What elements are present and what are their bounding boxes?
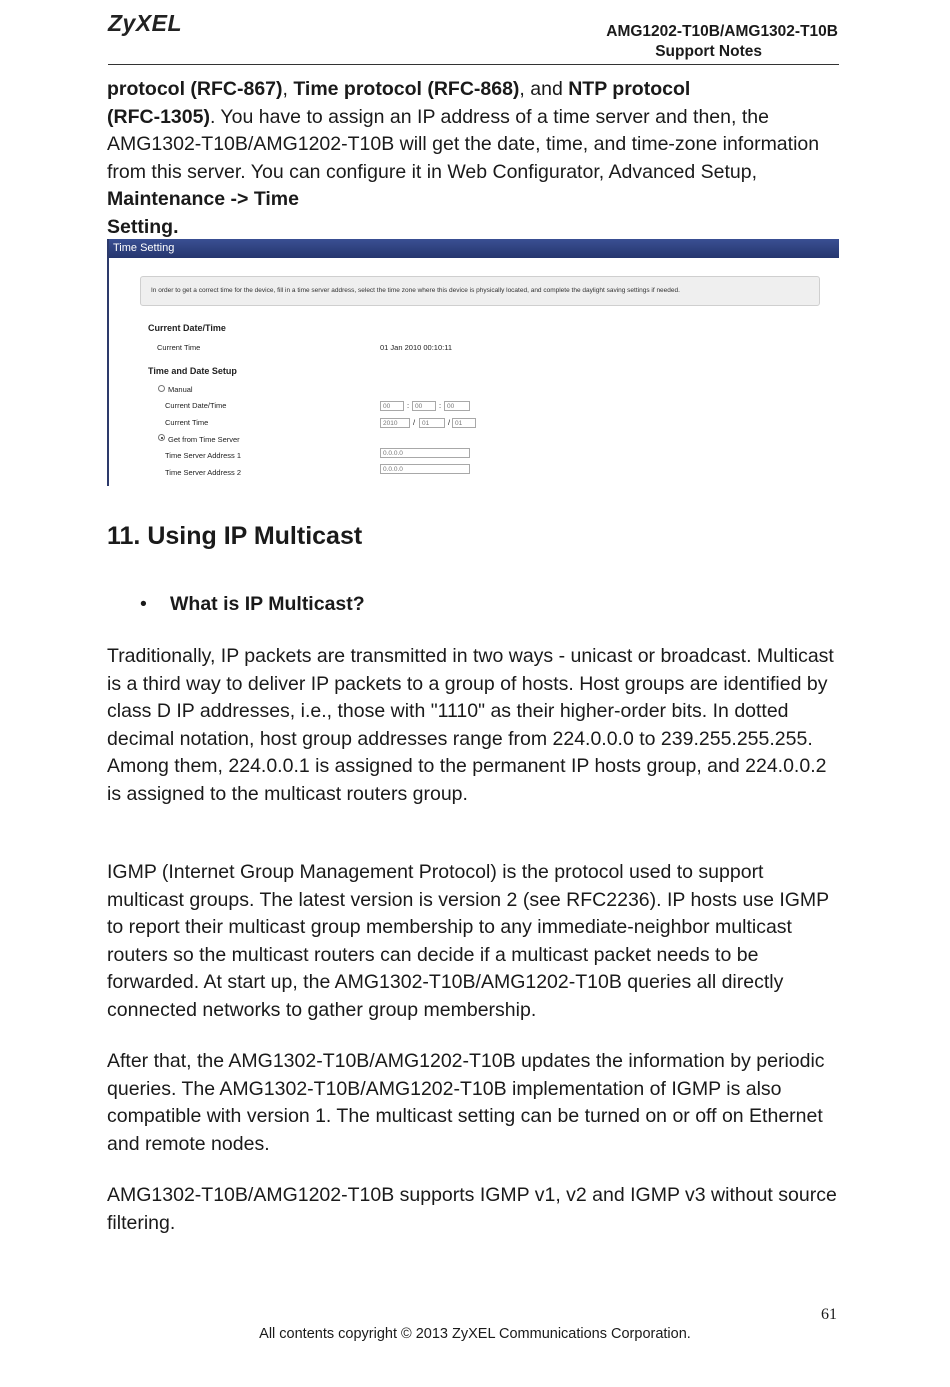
header-divider xyxy=(108,64,839,65)
page-header xyxy=(606,22,838,62)
minute-input[interactable]: 00 xyxy=(412,401,436,411)
date-sep-2: / xyxy=(448,418,451,427)
manual-date-label: Current Date/Time xyxy=(165,401,227,410)
page-number: 61 xyxy=(821,1306,837,1323)
zyxel-logo: ZyXEL xyxy=(108,10,183,36)
server2-label: Time Server Address 2 xyxy=(165,468,241,477)
section-title: 11. Using IP Multicast xyxy=(107,522,363,550)
time-date-setup-heading: Time and Date Setup xyxy=(148,366,237,376)
intro-paragraph xyxy=(107,76,842,241)
second-input[interactable]: 00 xyxy=(444,401,470,411)
screenshot-info-note: In order to get a correct time for the device, fill in a time server address, select the time zone where this device is physically located, and complete the daylight saving settings if needed. xyxy=(140,276,820,306)
intro-text-2: , and xyxy=(519,78,569,100)
manual-radio[interactable] xyxy=(158,385,165,392)
paragraph-3: After that, the AMG1302-T10B/AMG1202-T10B updates the information by periodic queries. The AMG1302-T10B/AMG1202-T10B implementation of IGMP is also compatible with version 1. The multicast setting can be turned on or off on Ethernet and remote nodes. xyxy=(107,1050,825,1155)
intro-text-1: , xyxy=(282,78,294,100)
year-input[interactable]: 2010 xyxy=(380,418,410,428)
intro-bold-5: Maintenance -> Time xyxy=(107,188,299,210)
intro-bold-1: protocol (RFC-867) xyxy=(107,78,283,100)
header-product: AMG1202-T10B/AMG1302-T10B xyxy=(606,23,838,40)
header-subtitle: Support Notes xyxy=(655,43,762,60)
intro-bold-4: (RFC-1305) xyxy=(107,105,210,128)
paragraph-4: AMG1302-T10B/AMG1202-T10B supports IGMP v1, v2 and IGMP v3 without source filtering. xyxy=(107,1184,837,1234)
intro-bold-2: Time protocol (RFC-868) xyxy=(293,78,520,100)
copyright-footer: All contents copyright © 2013 ZyXEL Communications Corporation. xyxy=(259,1326,691,1342)
server2-input[interactable]: 0.0.0.0 xyxy=(380,464,470,474)
time-server-label: Get from Time Server xyxy=(168,435,240,444)
paragraph-1: Traditionally, IP packets are transmitted in two ways - unicast or broadcast. Multicast is a third way to deliver IP packets to a group of hosts. Host groups are identified by class D IP addresses, i.e., those with "1110" as their higher-order bits. In dotted decimal notation, host group addresses range from 224.0.0.0 to 239.255.255.255. Among them, 224.0.0.1 is assigned to the permanent IP hosts group, and 224.0.0.2 is assigned to the multicast routers group. xyxy=(107,645,834,805)
time-sep-1: : xyxy=(407,401,410,410)
manual-label: Manual xyxy=(168,385,193,394)
screenshot-title-bar: Time Setting xyxy=(109,239,839,258)
bullet-text: What is IP Multicast? xyxy=(170,593,365,615)
paragraph-2: IGMP (Internet Group Management Protocol) is the protocol used to support multicast groups. The latest version is version 2 (see RFC2236). IP hosts use IGMP to report their multicast group membership to any immediate-neighbor multicast routers so the multicast routers can decide if a multicast packet needs to be forwarded. At start up, the AMG1302-T10B/AMG1202-T10B queries all directly connected networks to gather group membership. xyxy=(107,861,829,1021)
time-sep-2: : xyxy=(439,401,442,410)
intro-bold-3: NTP protocol xyxy=(568,78,691,100)
current-time-label: Current Time xyxy=(157,343,201,352)
current-time-value: 01 Jan 2010 00:10:11 xyxy=(380,343,453,352)
current-datetime-heading: Current Date/Time xyxy=(148,323,226,333)
time-server-radio[interactable] xyxy=(158,434,165,441)
date-sep-1: / xyxy=(413,418,416,427)
server1-input[interactable]: 0.0.0.0 xyxy=(380,448,470,458)
server1-label: Time Server Address 1 xyxy=(165,451,241,460)
intro-text-3: . You have to assign an IP address of a time server and then, the AMG1302-T10B/AMG1202-T10B will get the date, time, and time-zone information from this server. You can configure it in Web Configurator, Advanced Setup, xyxy=(107,105,820,183)
manual-time-label: Current Time xyxy=(165,418,209,427)
intro-bold-6: Setting. xyxy=(107,215,179,238)
day-input[interactable]: 01 xyxy=(452,418,476,428)
month-input[interactable]: 01 xyxy=(419,418,445,428)
hour-input[interactable]: 00 xyxy=(380,401,404,411)
time-setting-screenshot xyxy=(107,239,839,486)
bullet-dot: • xyxy=(140,593,147,615)
